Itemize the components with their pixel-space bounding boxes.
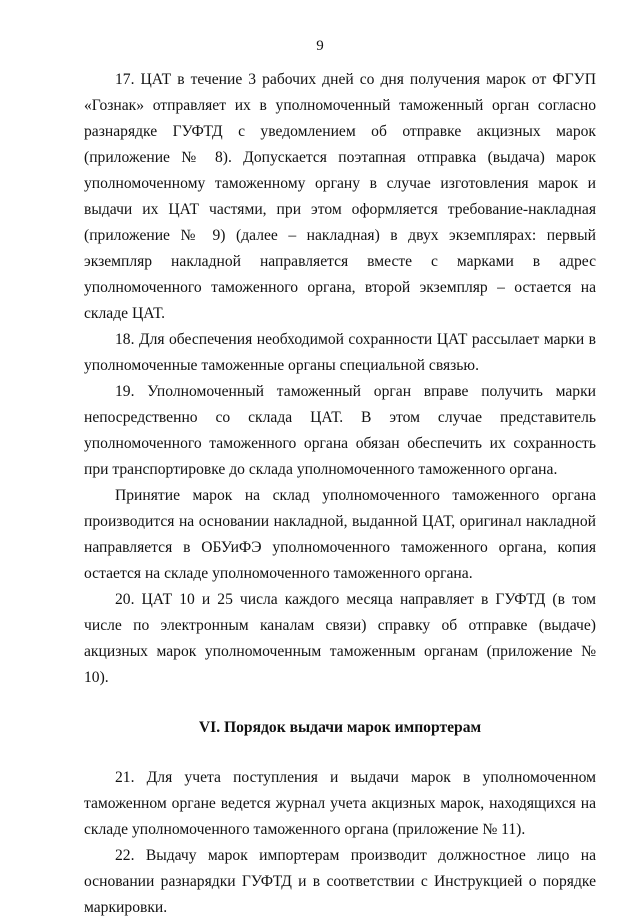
paragraph-19: 19. Уполномоченный таможенный орган вправе получить марки непосредственно со склада ЦАТ. В этом случае представитель уполномоченного таможенного органа обязан обеспечить их сохранность при транспортировке до склада уполномоченного таможенного органа. [84,383,596,478]
paragraph-19-acceptance: Принятие марок на склад уполномоченного таможенного органа производится на основании накладной, выданной ЦАТ, оригинал накладной направляется в ОБУиФЭ уполномоченного таможенного органа, копия остается на складе уполномоченного таможенного органа. [84,487,596,582]
paragraph-18: 18. Для обеспечения необходимой сохранности ЦАТ рассылает марки в уполномоченные таможенные органы специальной связью. [84,331,596,374]
page-number: 9 [316,38,324,54]
document-body [84,67,596,921]
paragraph-17: 17. ЦАТ в течение 3 рабочих дней со дня получения марок от ФГУП «Гознак» отправляет их в уполномоченный таможенный орган согласно разнарядке ГУФТД с уведомлением об отправке акцизных марок (приложение № 8). Допускается поэтапная отправка (выдача) марок уполномоченному таможенному органу в случае изготовления марок и выдачи их ЦАТ частями, при этом оформляется требование-накладная (приложение № 9) (далее – накладная) в двух экземплярах: первый экземпляр накладной направляется вместе с марками в адрес уполномоченного таможенного органа, второй экземпляр – остается на складе ЦАТ. [84,71,596,322]
paragraph-20: 20. ЦАТ 10 и 25 числа каждого месяца направляет в ГУФТД (в том числе по электронным каналам связи) справку об отправке (выдаче) акцизных марок уполномоченным таможенным органам (приложение № 10). [84,591,596,686]
paragraph-21: 21. Для учета поступления и выдачи марок в уполномоченном таможенном органе ведется журнал учета акцизных марок, находящихся на складе уполномоченного таможенного органа (приложение № 11). [84,769,596,838]
section-heading: VI. Порядок выдачи марок импортерам [198,719,482,736]
paragraph-22: 22. Выдачу марок импортерам производит должностное лицо на основании разнарядки ГУФТД и в соответствии с Инструкцией о порядке маркировки. [84,847,596,916]
